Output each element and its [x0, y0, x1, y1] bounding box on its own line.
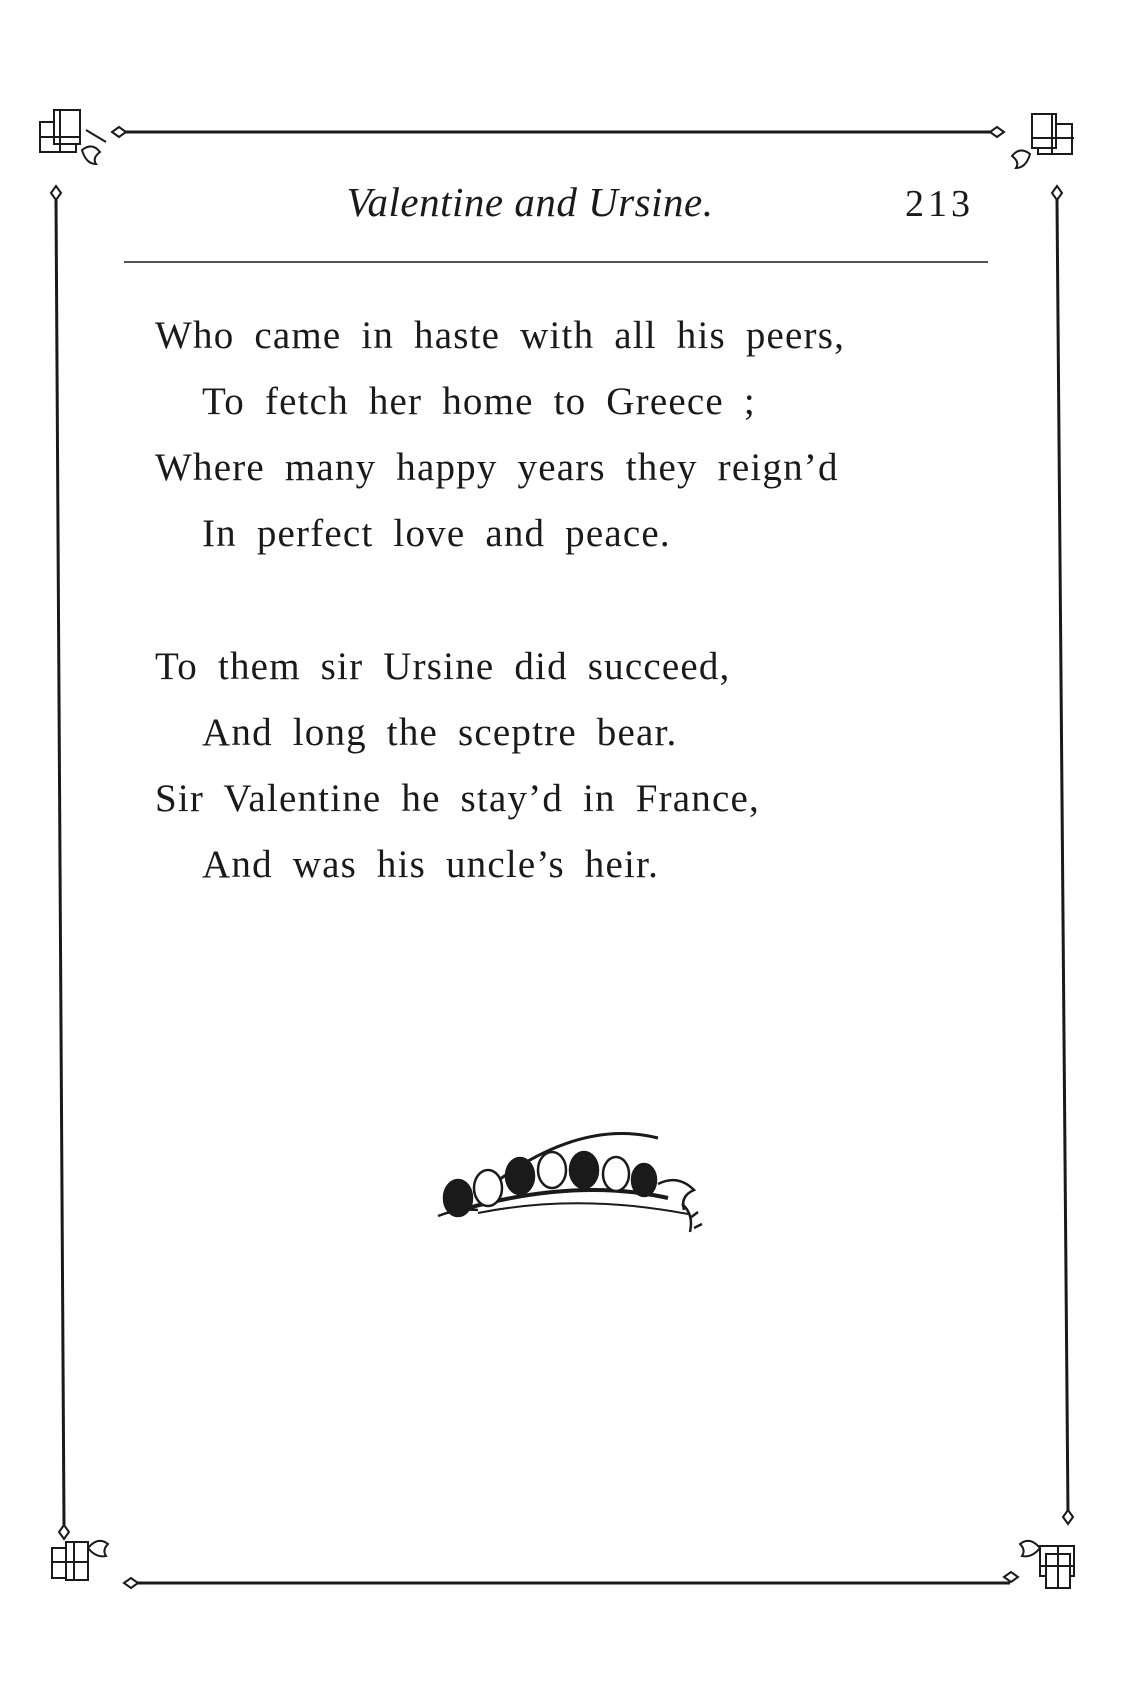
- fleuron-corner-icon: [40, 110, 106, 164]
- stanza: [155, 303, 845, 567]
- diamond-icon: [990, 127, 1004, 137]
- fleuron-corner-icon: [1020, 1541, 1074, 1588]
- running-title: Valentine and Ursine.: [346, 179, 714, 225]
- verse-line: Where many happy years they reign’d: [155, 446, 839, 489]
- diamond-icon: [51, 186, 61, 200]
- floral-vignette-icon: [428, 1118, 738, 1248]
- border-right: [1057, 200, 1068, 1515]
- verse-line: To them sir Ursine did succeed,: [155, 645, 731, 688]
- verse-line: And long the sceptre bear.: [202, 711, 678, 754]
- verse-line: Who came in haste with all his peers,: [155, 314, 846, 357]
- verse-line: To fetch her home to Greece ;: [202, 380, 756, 423]
- verse-line: Sir Valentine he stay’d in France,: [155, 777, 760, 820]
- verse-line: In perfect love and peace.: [202, 512, 671, 555]
- diamond-icon: [112, 127, 126, 137]
- fleuron-corner-icon: [1012, 114, 1074, 168]
- diamond-icon: [1004, 1572, 1018, 1582]
- diamond-icon: [59, 1525, 69, 1539]
- stanza: [155, 634, 760, 898]
- diamond-icon: [1063, 1510, 1073, 1524]
- verse-line: And was his uncle’s heir.: [202, 843, 660, 886]
- fleuron-corner-icon: [52, 1541, 108, 1580]
- diamond-icon: [124, 1578, 138, 1588]
- diamond-icon: [1052, 186, 1062, 200]
- border-left: [56, 200, 64, 1525]
- page-number: 213: [905, 183, 974, 225]
